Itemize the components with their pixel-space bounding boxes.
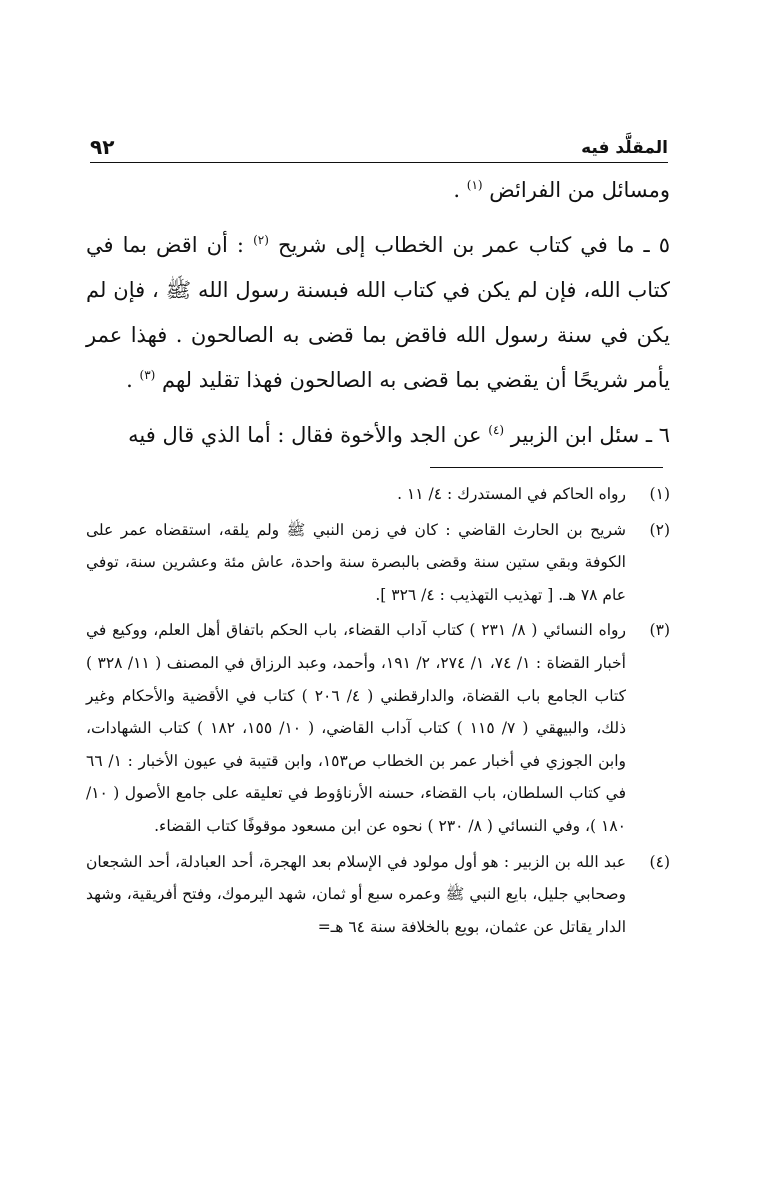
footnote-ref-1[interactable]: (١) (466, 178, 483, 192)
footnote (86, 846, 670, 944)
paragraph-2 (86, 223, 670, 403)
paragraph-3-text-b: عن الجد والأخوة فقال : أما الذي قال فيه (128, 423, 482, 447)
paragraph-1-end: . (453, 178, 461, 202)
footnote (86, 514, 670, 612)
footnote-number: (٢) (649, 520, 670, 539)
page-number: ٩٢ (90, 135, 115, 159)
chapter-title: المقلَّد فيه (581, 138, 668, 158)
running-header (90, 128, 668, 163)
paragraph-2-text-a: ٥ ـ ما في كتاب عمر بن الخطاب إلى شريح (277, 233, 670, 257)
paragraph-2-end: . (126, 368, 133, 392)
paragraph-3-text-a: ٦ ـ سئل ابن الزبير (510, 423, 670, 447)
main-text (86, 168, 670, 458)
footnote (86, 614, 670, 842)
footnote-text: رواه الحاكم في المستدرك : ٤/ ١١ . (397, 485, 626, 503)
footnote-ref-3[interactable]: (٣) (139, 368, 156, 382)
footnotes (86, 478, 670, 946)
footnote-number: (١) (649, 485, 670, 503)
paragraph-2-text-b: : أن اقض بما في كتاب الله، فإن لم يكن في كتاب الله فبسنة رسول الله ﷺ ، فإن لم يكن في سنة رسول الله فاقض بما قضى به الصالحون . فهذا عمر يأمر شريحًا أن يقضي بما قضى به الصالحون فهذا تقليد لهم (86, 233, 670, 392)
footnote (86, 478, 670, 511)
paragraph-1 (86, 168, 670, 213)
paragraph-3 (86, 413, 670, 458)
footnote-ref-2[interactable]: (٢) (253, 233, 269, 247)
footnote-number: (٤) (649, 852, 670, 871)
footnote-text: عبد الله بن الزبير : هو أول مولود في الإسلام بعد الهجرة، أحد العبادلة، أحد الشجعان وصحابي جليل، بايع النبي ﷺ وعمره سبع أو ثمان، شهد اليرموك، وفتح أفريقية، وشهد الدار يقاتل عن عثمان، بويع بالخلافة سنة ٦٤ هـ= (86, 852, 626, 936)
footnote-ref-4[interactable]: (٤) (488, 423, 505, 437)
footnote-number: (٣) (649, 621, 670, 640)
footnote-separator (430, 467, 663, 468)
paragraph-1-text: ومسائل من الفرائض (489, 178, 670, 202)
footnote-text: شريح بن الحارث القاضي : كان في زمن النبي ﷺ ولم يلقه، استقضاه عمر على الكوفة وبقي ستين سنة وقضى بالبصرة سنة واحدة، عاش مئة وعشرين سنة، توفي عام ٧٨ هـ. [ تهذيب التهذيب : ٤/ ٣٢٦ ]. (86, 520, 626, 604)
footnote-text: رواه النسائي ( ٨/ ٢٣١ ) كتاب آداب القضاء، باب الحكم باتفاق أهل العلم، ووكيع في أخبار القضاة : ١/ ٧٤، ١/ ٢٧٤، ٢/ ١٩١، وأحمد، وعبد الرزاق في المصنف ( ١١/ ٣٢٨ ) كتاب الجامع باب القضاة، والدارقطني ( ٤/ ٢٠٦ ) كتاب في الأقضية والأحكام وغير ذلك، والبيهقي ( ٧/ ١١٥ ) كتاب آداب القاضي، ( ١٠/ ١٥٥، ١٨٢ ) كتاب الشهادات، وابن الجوزي في أخبار عمر بن الخطاب ص١٥٣، وابن قتيبة في عيون الأخبار : ١/ ٦٦ في كتاب السلطان، باب القضاء، حسنه الأرناؤوط في تعليقه على جامع الأصول ( ١٠/ ١٨٠ )، وفي النسائي ( ٨/ ٢٣٠ ) نحوه عن ابن مسعود موقوفًا كتاب القضاء. (86, 621, 627, 835)
